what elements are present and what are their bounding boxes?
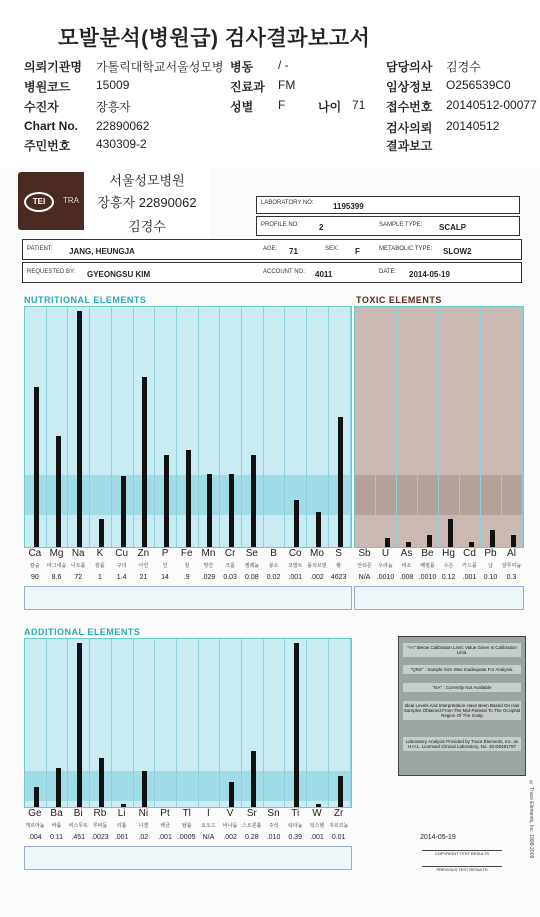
legend-box xyxy=(398,636,526,776)
toxic-value: 0.12 xyxy=(441,574,456,581)
toxic-symbol: As xyxy=(400,548,413,559)
toxic-korean-name: 알루미늄 xyxy=(501,563,522,569)
additional-symbol: W xyxy=(312,808,322,819)
toxic-bar-al xyxy=(511,535,516,547)
nutritional-bar-mg xyxy=(56,436,61,547)
additional-symbol: V xyxy=(226,808,234,819)
additional-korean-name: 백금 xyxy=(160,823,170,829)
toxic-column-divider xyxy=(480,307,481,547)
patient-value: JANG, HEUNGJA xyxy=(69,247,135,256)
additional-value: .0023 xyxy=(91,834,109,841)
additional-value: .0005 xyxy=(177,834,196,841)
additional-korean-name: 스트론튬 xyxy=(242,823,262,829)
sample-type-label: SAMPLE TYPE: xyxy=(379,222,423,228)
nutritional-korean-name: 황 xyxy=(336,563,342,569)
nutritional-korean-name: 아연 xyxy=(138,563,149,569)
additional-symbol: Bi xyxy=(73,808,83,819)
additional-column-divider xyxy=(176,639,177,807)
nutritional-bar-cr xyxy=(229,474,234,547)
date-value: 2014-05-19 xyxy=(409,270,450,279)
nutritional-column-divider xyxy=(46,307,47,547)
nutritional-symbol: Zn xyxy=(137,548,150,559)
additional-reference-band xyxy=(25,771,351,801)
additional-value: 0.11 xyxy=(49,834,64,841)
header-label: 결과보고 xyxy=(386,139,433,153)
additional-symbol: Pt xyxy=(160,808,170,819)
additional-bar-zr xyxy=(338,776,343,807)
nutritional-value: .9 xyxy=(183,574,190,581)
nutritional-column-divider xyxy=(198,307,199,547)
additional-column-divider xyxy=(284,639,285,807)
nutritional-column-divider xyxy=(263,307,264,547)
additional-column-divider xyxy=(133,639,134,807)
additional-column-divider xyxy=(89,639,90,807)
additional-value: .02 xyxy=(138,834,149,841)
nutritional-korean-name: 철 xyxy=(184,563,190,569)
header-value: 20140512-00077 xyxy=(446,98,537,112)
header-label: 접수번호 xyxy=(386,100,433,114)
toxic-column-divider xyxy=(522,307,523,547)
nutritional-symbol: Cu xyxy=(115,548,129,559)
legend-item: Ideal Levels And Interpretation Have Been Based On Hair Samples Obtained From The Mid-Parietal To The Occipital Region Of The Scalp xyxy=(403,703,521,718)
additional-column-divider xyxy=(306,639,307,807)
tei-logo-icon: TEI xyxy=(24,192,54,212)
additional-bar-sr xyxy=(251,751,256,807)
nutritional-symbol: Co xyxy=(288,548,302,559)
toxic-reference-band xyxy=(355,475,523,515)
lab-no-label: LABORATORY NO: xyxy=(261,200,314,206)
additional-bar-ge xyxy=(34,787,39,807)
additional-value: .451 xyxy=(71,834,86,841)
legend-item: Laboratory Analysis Provided by Trace Elements, Inc. an H.H.L. Licensed Clinical Laboratory, No. 45-D0481787 xyxy=(403,737,521,751)
side-copyright: © Trace Elements, Inc. 1998-2009 xyxy=(528,780,534,859)
profile-value: 2 xyxy=(319,223,324,232)
additional-symbol: Zr xyxy=(333,808,344,819)
age-label: AGE: xyxy=(263,246,278,252)
header-value: 김경수 xyxy=(446,60,481,74)
additional-symbol: Rb xyxy=(93,808,107,819)
nutritional-korean-name: 칼슘 xyxy=(30,563,40,569)
nutritional-symbol: Mg xyxy=(49,548,64,559)
additional-value: .001 xyxy=(114,834,129,841)
nutritional-bar-p xyxy=(164,455,169,547)
additional-column-divider xyxy=(154,639,155,807)
additional-korean-name: 티타늄 xyxy=(287,823,303,829)
brand-logo xyxy=(18,172,88,230)
toxic-bar-u xyxy=(385,538,390,547)
toxic-value: 0.3 xyxy=(506,574,517,581)
header-label: 수진자 xyxy=(24,100,59,114)
nutritional-korean-name: 붕소 xyxy=(268,563,279,569)
additional-bar-ti xyxy=(294,643,299,807)
toxic-korean-name: 비소 xyxy=(401,563,412,569)
header-value: / - xyxy=(278,58,289,72)
toxic-column-divider xyxy=(501,307,502,547)
additional-bar-li xyxy=(121,804,126,807)
additional-korean-name: 비스무트 xyxy=(68,823,88,829)
requested-value: GYEONGSU KIM xyxy=(87,270,151,279)
additional-column-divider xyxy=(111,639,112,807)
date-label: DATE: xyxy=(379,269,397,275)
nutritional-column-divider xyxy=(154,307,155,547)
additional-korean-name: 요오드 xyxy=(201,823,216,829)
additional-column-divider xyxy=(46,639,47,807)
profile-label: PROFILE NO: xyxy=(261,222,300,228)
nutritional-symbol: Mo xyxy=(309,548,324,559)
additional-column-divider xyxy=(67,639,68,807)
nutritional-korean-name: 코발트 xyxy=(287,563,303,569)
nutritional-value: 90 xyxy=(30,574,39,581)
nutritional-value: 8.6 xyxy=(51,574,62,581)
additional-symbol: Sr xyxy=(246,808,257,819)
nutritional-symbol: S xyxy=(335,548,342,559)
toxic-symbol: U xyxy=(381,548,390,559)
header-label: 나이 xyxy=(318,100,342,114)
nutritional-value: .029 xyxy=(201,574,216,581)
nutritional-korean-name: 크롬 xyxy=(225,563,235,569)
nutritional-korean-name: 나트륨 xyxy=(70,563,86,569)
nutritional-bar-mn xyxy=(207,474,212,547)
nutritional-symbol: Fe xyxy=(180,548,193,559)
nutritional-column-divider xyxy=(350,307,351,547)
header-value: F xyxy=(278,98,286,112)
logo-text: TRA xyxy=(63,196,79,205)
sticker-hospital: 서울성모병원 xyxy=(109,173,185,188)
header-label: 주민번호 xyxy=(24,139,71,153)
additional-value: 0.39 xyxy=(288,834,303,841)
nutritional-bar-mo xyxy=(316,512,321,547)
sticker-patient: 장흥자 22890062 xyxy=(97,195,197,210)
header-value: 22890062 xyxy=(96,119,150,133)
sample-type-value: SCALP xyxy=(439,223,467,232)
toxic-value: .008 xyxy=(399,574,414,581)
additional-bar-bi xyxy=(77,643,82,807)
header-label: Chart No. xyxy=(24,119,78,133)
nutritional-bar-fe xyxy=(186,450,191,547)
toxic-bar-cd xyxy=(469,542,474,547)
nutritional-korean-name: 망간 xyxy=(203,563,214,569)
account-value: 4011 xyxy=(315,270,333,279)
nutritional-bar-co xyxy=(294,500,299,547)
additional-value: N/A xyxy=(202,834,215,841)
nutritional-value: 0.08 xyxy=(245,574,259,581)
toxic-value: .001 xyxy=(462,574,477,581)
toxic-column-divider xyxy=(459,307,460,547)
header-label: 의뢰기관명 xyxy=(24,60,82,74)
additional-symbol: Ba xyxy=(50,808,63,819)
additional-value: .002 xyxy=(223,834,237,841)
nutritional-symbol: Se xyxy=(245,548,258,559)
additional-symbol: Li xyxy=(117,808,126,819)
nutritional-symbol: Na xyxy=(71,548,85,559)
profile-box xyxy=(256,216,520,236)
header-value: 15009 xyxy=(96,78,130,92)
toxic-symbol: Hg xyxy=(442,548,455,559)
additional-value: .001 xyxy=(310,834,324,841)
toxic-symbol: Sb xyxy=(358,548,371,559)
nutritional-column-divider xyxy=(328,307,329,547)
additional-value: 0.28 xyxy=(245,834,259,841)
header-value: O256539C0 xyxy=(446,78,511,92)
request-row xyxy=(22,262,522,283)
additional-bar-ba xyxy=(56,768,61,807)
toxic-value: N/A xyxy=(358,574,371,581)
nutritional-korean-name: 마그네슘 xyxy=(46,563,67,569)
nutritional-korean-name: 몰리브덴 xyxy=(307,563,327,569)
toxic-title: TOXIC ELEMENTS xyxy=(356,295,442,305)
additional-korean-name: 바나듐 xyxy=(222,823,238,829)
footer-date: 2014-05-19 xyxy=(420,834,456,841)
nutritional-column-divider xyxy=(133,307,134,547)
additional-korean-name: 게르마늄 xyxy=(25,823,45,829)
additional-korean-name: 루비듐 xyxy=(92,823,108,829)
requested-label: REQUESTED BY: xyxy=(27,269,76,275)
nutritional-korean-name: 셀레늄 xyxy=(244,563,260,569)
nutritional-korean-name: 인 xyxy=(162,563,168,569)
nutritional-korean-name: 구리 xyxy=(116,563,127,569)
lab-no-box xyxy=(256,196,520,214)
additional-symbol: Ni xyxy=(138,808,149,819)
toxic-column-divider xyxy=(396,307,397,547)
nutritional-value: .001 xyxy=(288,574,303,581)
patient-sticker xyxy=(84,166,210,242)
nutritional-value: .002 xyxy=(310,574,324,581)
header-value: 가톨릭대학교서울성모병 xyxy=(96,60,224,74)
header-label: 병원코드 xyxy=(24,80,71,94)
additional-value: 0.01 xyxy=(331,834,346,841)
account-label: ACCOUNT NO: xyxy=(263,269,305,275)
additional-korean-name: 리튬 xyxy=(116,823,127,829)
header-value: 20140512 xyxy=(446,119,500,133)
additional-bar-rb xyxy=(99,758,104,807)
nutritional-value: 1.4 xyxy=(116,574,127,581)
additional-column-divider xyxy=(241,639,242,807)
additional-bar-v xyxy=(229,782,234,807)
nutritional-chart xyxy=(24,306,352,548)
lab-no-value: 1195399 xyxy=(333,202,364,211)
header-label: 임상정보 xyxy=(386,80,433,94)
header-value: 430309-2 xyxy=(96,137,147,151)
nutritional-bar-zn xyxy=(142,377,147,547)
toxic-bar-pb xyxy=(490,530,495,547)
additional-korean-name: 니켈 xyxy=(138,823,149,829)
nutritional-title: NUTRITIONAL ELEMENTS xyxy=(24,295,147,305)
toxic-bar-hg xyxy=(448,519,453,547)
additional-symbol: Ti xyxy=(291,808,300,819)
additional-symbol: Sn xyxy=(267,808,280,819)
toxic-symbol: Pb xyxy=(484,548,497,559)
copyright-line: COPYRIGHT TEST RESULTS xyxy=(422,850,502,856)
nutritional-bar-ca xyxy=(34,387,39,547)
toxic-korean-name: 베릴륨 xyxy=(420,563,435,569)
header-label: 병동 xyxy=(230,60,254,74)
additional-korean-name: 텅스텐 xyxy=(309,823,325,829)
metabolic-label: METABOLIC TYPE: xyxy=(379,246,433,252)
nutritional-bar-k xyxy=(99,519,104,547)
nutritional-column-divider xyxy=(284,307,285,547)
nutritional-value: 0.03 xyxy=(223,574,237,581)
toxic-chart xyxy=(354,306,524,548)
additional-column-divider xyxy=(198,639,199,807)
nutritional-column-divider xyxy=(241,307,242,547)
toxic-symbol: Cd xyxy=(463,548,476,559)
nutritional-value: 21 xyxy=(139,574,148,581)
toxic-bar-be xyxy=(427,535,432,547)
patient-label: PATIENT: xyxy=(27,246,53,252)
header-value: 장흥자 xyxy=(96,100,131,114)
previous-line: PREVIOUS TEST RESULTS xyxy=(422,866,502,872)
additional-value: .004 xyxy=(28,834,42,841)
nutritional-column-divider xyxy=(306,307,307,547)
additional-title: ADDITIONAL ELEMENTS xyxy=(24,627,141,637)
additional-column-divider xyxy=(328,639,329,807)
toxic-column-divider xyxy=(375,307,376,547)
header-label: 검사의뢰 xyxy=(386,121,433,135)
nutritional-column-divider xyxy=(89,307,90,547)
additional-korean-name: 지르코늄 xyxy=(328,823,349,829)
additional-korean-name: 탈륨 xyxy=(181,823,192,829)
additional-korean-name: 주석 xyxy=(268,823,279,829)
nutritional-column-divider xyxy=(111,307,112,547)
nutritional-bar-na xyxy=(77,311,82,547)
age-value: 71 xyxy=(289,247,298,256)
legend-item: "<<" Below Calibration Limit; Value Given Is Calibration Limit. xyxy=(403,643,521,657)
additional-value: .001 xyxy=(158,834,172,841)
toxic-value: .0010 xyxy=(418,574,437,581)
additional-symbol: Tl xyxy=(182,808,191,819)
nutritional-column-divider xyxy=(67,307,68,547)
nutritional-bar-se xyxy=(251,455,256,547)
sex-label: SEX: xyxy=(325,246,339,252)
nutritional-symbol: Cr xyxy=(224,548,236,559)
nutritional-symbol: P xyxy=(161,548,169,559)
additional-chart xyxy=(24,638,352,808)
nutritional-symbol: K xyxy=(96,548,104,559)
header-label: 성별 xyxy=(230,100,254,114)
nutritional-symbol: Ca xyxy=(28,548,42,559)
additional-column-divider xyxy=(263,639,264,807)
toxic-value: 0.10 xyxy=(483,574,498,581)
nutritional-column-divider xyxy=(219,307,220,547)
additional-history-grid xyxy=(24,846,352,870)
header-value: 71 xyxy=(352,98,366,112)
legend-item: "NA" : Currently Not Available xyxy=(403,683,521,692)
additional-bar-ni xyxy=(142,771,147,807)
patient-row xyxy=(22,239,522,260)
nutritional-column-divider xyxy=(176,307,177,547)
toxic-bar-as xyxy=(406,542,411,547)
additional-column-divider xyxy=(350,639,351,807)
nutritional-korean-name: 칼륨 xyxy=(95,563,105,569)
toxic-korean-name: 안티몬 xyxy=(357,563,372,569)
toxic-korean-name: 카드뮴 xyxy=(462,563,477,569)
report-title: 모발분석(병원급) 검사결과보고서 xyxy=(58,27,371,50)
toxic-korean-name: 우라늄 xyxy=(378,563,393,569)
nutritional-value: 1 xyxy=(97,574,102,581)
sticker-doctor: 김경수 xyxy=(128,219,166,234)
nutritional-symbol: Mn xyxy=(201,548,216,559)
nutritional-symbol: B xyxy=(270,548,277,559)
nutritional-history-grid xyxy=(24,586,352,610)
additional-korean-name: 바륨 xyxy=(51,823,62,829)
toxic-column-divider xyxy=(417,307,418,547)
header-value: FM xyxy=(278,78,296,92)
toxic-korean-name: 납 xyxy=(488,563,493,569)
toxic-value: .0010 xyxy=(376,574,395,581)
nutritional-value: 14 xyxy=(161,574,169,581)
toxic-symbol: Be xyxy=(421,548,434,559)
header-label: 담당의사 xyxy=(386,60,433,74)
additional-value: .010 xyxy=(266,834,281,841)
additional-column-divider xyxy=(219,639,220,807)
additional-symbol: Ge xyxy=(28,808,42,819)
nutritional-bar-cu xyxy=(121,476,126,547)
nutritional-value: 72 xyxy=(74,574,83,581)
additional-bar-w xyxy=(316,804,321,807)
toxic-column-divider xyxy=(438,307,439,547)
toxic-symbol: Al xyxy=(507,548,516,559)
sex-value: F xyxy=(355,247,360,256)
header-label: 진료과 xyxy=(230,80,265,94)
toxic-korean-name: 수은 xyxy=(443,563,454,569)
additional-symbol: I xyxy=(207,808,210,819)
metabolic-value: SLOW2 xyxy=(443,247,472,256)
toxic-history-grid xyxy=(354,586,524,610)
legend-item: "QNS" : Sample Size Was Inadequate For Analysis. xyxy=(403,665,521,674)
nutritional-value: 4623 xyxy=(330,574,347,581)
nutritional-value: 0.02 xyxy=(266,574,281,581)
nutritional-bar-s xyxy=(338,417,343,547)
